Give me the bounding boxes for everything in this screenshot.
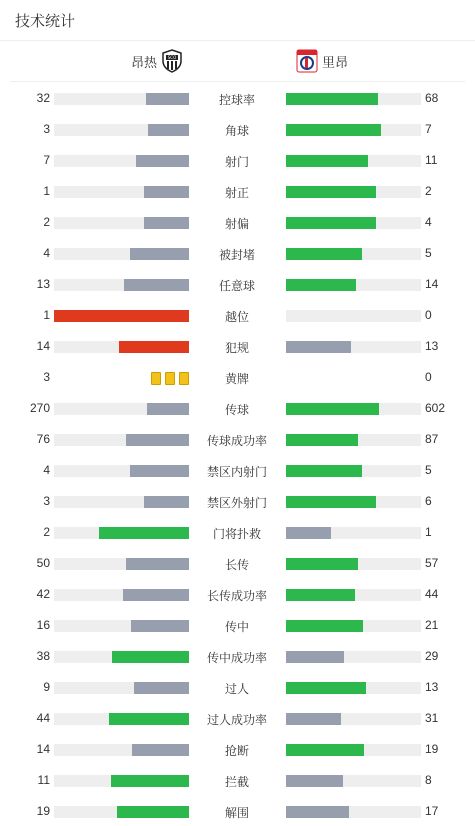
away-bar-fill — [286, 806, 349, 818]
away-value: 0 — [425, 308, 432, 322]
home-bar-track — [54, 93, 189, 105]
away-bar-track — [286, 403, 421, 415]
away-value: 21 — [425, 618, 439, 632]
home-bar-fill — [54, 310, 189, 322]
stat-row — [0, 671, 475, 702]
stat-row — [0, 578, 475, 609]
away-value: 4 — [425, 215, 432, 229]
away-bar-track — [286, 341, 421, 353]
home-bar-track — [54, 713, 189, 725]
stat-row — [0, 237, 475, 268]
away-value: 0 — [425, 370, 432, 384]
away-bar-track — [286, 279, 421, 291]
stat-label: 被封堵 — [218, 248, 255, 262]
home-value: 7 — [43, 153, 50, 167]
home-bar-fill — [144, 186, 189, 198]
stat-row — [0, 795, 475, 826]
section-header — [0, 0, 475, 41]
home-bar-track — [54, 279, 189, 291]
home-team-logo-icon — [161, 49, 183, 73]
stat-label: 犯规 — [224, 341, 249, 355]
home-bar-fill — [109, 713, 189, 725]
home-value: 16 — [36, 618, 50, 632]
home-value: 76 — [36, 432, 50, 446]
away-bar-fill — [286, 465, 362, 477]
home-bar-fill — [130, 465, 189, 477]
home-value: 38 — [36, 649, 50, 663]
away-bar-track — [286, 682, 421, 694]
home-bar-fill — [117, 806, 189, 818]
stat-label: 拦截 — [224, 775, 249, 789]
away-bar-track — [286, 651, 421, 663]
away-bar-fill — [286, 217, 376, 229]
home-value: 3 — [43, 494, 50, 508]
away-bar-track — [286, 527, 421, 539]
stat-label: 射正 — [224, 186, 249, 200]
yellow-card-icon — [165, 372, 175, 385]
home-bar-fill — [144, 496, 189, 508]
home-value: 14 — [36, 339, 50, 353]
home-bar-track — [54, 589, 189, 601]
stat-row — [0, 547, 475, 578]
home-bar-track — [54, 651, 189, 663]
away-value: 1 — [425, 525, 432, 539]
home-bar-track — [54, 682, 189, 694]
stat-row — [0, 392, 475, 423]
home-value: 19 — [36, 804, 50, 818]
home-value: 2 — [43, 215, 50, 229]
away-bar-track — [286, 124, 421, 136]
home-bar-track — [54, 434, 189, 446]
away-bar-track — [286, 744, 421, 756]
home-bar-fill — [131, 620, 189, 632]
stat-label: 传中成功率 — [206, 651, 267, 665]
away-bar-track — [286, 775, 421, 787]
section-title: 技术统计 — [15, 12, 76, 30]
away-bar-fill — [286, 775, 343, 787]
stat-label: 抢断 — [224, 744, 249, 758]
home-bar-fill — [99, 527, 189, 539]
home-bar-fill — [126, 558, 189, 570]
away-bar-track — [286, 806, 421, 818]
home-bar-track — [54, 775, 189, 787]
home-bar-fill — [123, 589, 189, 601]
home-bar-track — [54, 806, 189, 818]
home-bar-fill — [130, 248, 189, 260]
home-bar-fill — [112, 651, 189, 663]
home-value: 1 — [43, 184, 50, 198]
stat-row — [0, 702, 475, 733]
home-bar-track — [54, 496, 189, 508]
away-value: 13 — [425, 680, 439, 694]
away-bar-track — [286, 434, 421, 446]
away-bar-track — [286, 248, 421, 260]
away-value: 8 — [425, 773, 432, 787]
stat-row — [0, 144, 475, 175]
away-bar-fill — [286, 496, 376, 508]
away-bar-fill — [286, 403, 379, 415]
away-value: 11 — [425, 153, 438, 167]
home-bar-track — [54, 403, 189, 415]
away-value: 19 — [425, 742, 439, 756]
stat-label: 控球率 — [218, 93, 255, 107]
home-value: 4 — [43, 246, 50, 260]
home-bar-fill — [134, 682, 189, 694]
home-bar-track — [54, 217, 189, 229]
away-team-name: 里昂 — [322, 54, 349, 70]
stat-row — [0, 454, 475, 485]
stat-row — [0, 206, 475, 237]
away-bar-fill — [286, 651, 344, 663]
stat-label: 门将扑救 — [212, 527, 261, 541]
home-value: 4 — [43, 463, 50, 477]
away-bar-fill — [286, 620, 363, 632]
away-value: 2 — [425, 184, 432, 198]
stat-label: 禁区内射门 — [206, 465, 267, 479]
away-team-logo-icon — [296, 49, 318, 73]
away-bar-fill — [286, 155, 368, 167]
home-bar-fill — [136, 155, 189, 167]
home-value: 270 — [29, 401, 50, 415]
away-value: 5 — [425, 463, 432, 477]
home-bar-track — [54, 124, 189, 136]
home-bar-fill — [111, 775, 189, 787]
away-bar-fill — [286, 744, 364, 756]
away-value: 87 — [425, 432, 439, 446]
home-bar-track — [54, 465, 189, 477]
stat-row — [0, 330, 475, 361]
home-bar-track — [54, 744, 189, 756]
away-bar-fill — [286, 124, 381, 136]
stat-label: 传球 — [224, 403, 249, 417]
home-value: 2 — [43, 525, 50, 539]
home-value: 14 — [36, 742, 50, 756]
stat-row — [0, 361, 475, 392]
away-bar-fill — [286, 279, 356, 291]
away-bar-track — [286, 589, 421, 601]
stat-label: 越位 — [224, 310, 249, 324]
home-value: 42 — [36, 587, 50, 601]
yellow-cards — [54, 372, 189, 385]
home-value: 44 — [36, 711, 50, 725]
away-bar-track — [286, 465, 421, 477]
home-value: 3 — [43, 370, 50, 384]
home-bar-track — [54, 527, 189, 539]
away-value: 57 — [425, 556, 439, 570]
home-bar-fill — [126, 434, 189, 446]
away-bar-track — [286, 93, 421, 105]
away-bar-track — [286, 186, 421, 198]
away-value: 44 — [425, 587, 439, 601]
home-bar-track — [54, 310, 189, 322]
home-bar-fill — [124, 279, 189, 291]
home-value: 3 — [43, 122, 50, 136]
stat-label: 禁区外射门 — [206, 496, 267, 510]
home-bar-track — [54, 248, 189, 260]
stat-label: 过人 — [224, 682, 249, 696]
stat-label: 传球成功率 — [206, 434, 267, 448]
home-value: 9 — [43, 680, 50, 694]
stat-row — [0, 268, 475, 299]
home-bar-fill — [148, 124, 189, 136]
yellow-card-icon — [151, 372, 161, 385]
stat-label: 解围 — [224, 806, 249, 820]
stat-row — [0, 299, 475, 330]
away-team[interactable] — [292, 41, 348, 81]
stat-label: 长传成功率 — [206, 589, 267, 603]
stat-label: 传中 — [224, 620, 249, 634]
away-value: 602 — [425, 401, 446, 415]
home-value: 50 — [36, 556, 50, 570]
svg-text:SCO: SCO — [167, 55, 177, 60]
stat-label: 黄牌 — [224, 372, 249, 386]
home-team-name: 昂热 — [130, 54, 157, 70]
stat-label: 射偏 — [224, 217, 249, 231]
home-bar-fill — [132, 744, 189, 756]
away-value: 17 — [425, 804, 439, 818]
away-bar-fill — [286, 713, 341, 725]
stat-label: 射门 — [224, 155, 249, 169]
away-bar-fill — [286, 341, 351, 353]
away-bar-track — [286, 620, 421, 632]
stat-row — [0, 175, 475, 206]
home-value: 11 — [37, 773, 50, 787]
stat-label: 过人成功率 — [206, 713, 267, 727]
home-bar-track — [54, 186, 189, 198]
stat-row — [0, 640, 475, 671]
home-value: 1 — [43, 308, 50, 322]
away-bar-fill — [286, 434, 358, 446]
away-value: 7 — [425, 122, 432, 136]
away-value: 13 — [425, 339, 439, 353]
home-value: 32 — [36, 91, 50, 105]
home-bar-fill — [146, 93, 189, 105]
stats-list — [0, 82, 475, 826]
away-value: 6 — [425, 494, 432, 508]
home-bar-track — [54, 620, 189, 632]
away-bar-fill — [286, 186, 376, 198]
stat-row — [0, 733, 475, 764]
yellow-card-icon — [179, 372, 189, 385]
stat-row — [0, 113, 475, 144]
away-value: 14 — [425, 277, 439, 291]
stat-row — [0, 82, 475, 113]
stat-row — [0, 609, 475, 640]
stat-label: 任意球 — [218, 279, 255, 293]
stat-row — [0, 516, 475, 547]
stat-label: 角球 — [224, 124, 249, 138]
away-bar-fill — [286, 93, 378, 105]
stat-row — [0, 485, 475, 516]
home-bar-fill — [119, 341, 189, 353]
away-bar-fill — [286, 589, 355, 601]
away-value: 68 — [425, 91, 439, 105]
home-bar-fill — [144, 217, 189, 229]
home-bar-track — [54, 155, 189, 167]
away-bar-track — [286, 310, 421, 322]
away-bar-track — [286, 496, 421, 508]
home-team[interactable] — [131, 41, 187, 81]
away-bar-track — [286, 217, 421, 229]
away-value: 31 — [425, 711, 439, 725]
away-bar-fill — [286, 248, 362, 260]
home-bar-track — [54, 558, 189, 570]
away-bar-track — [286, 713, 421, 725]
away-bar-fill — [286, 682, 366, 694]
teams-header — [10, 41, 465, 82]
away-bar-track — [286, 558, 421, 570]
home-bar-track — [54, 341, 189, 353]
away-bar-track — [286, 155, 421, 167]
home-value: 13 — [36, 277, 50, 291]
stat-row — [0, 423, 475, 454]
stat-row — [0, 764, 475, 795]
away-bar-fill — [286, 527, 331, 539]
away-bar-fill — [286, 558, 358, 570]
away-value: 29 — [425, 649, 439, 663]
stat-label: 长传 — [224, 558, 249, 572]
home-bar-fill — [147, 403, 189, 415]
away-value: 5 — [425, 246, 432, 260]
